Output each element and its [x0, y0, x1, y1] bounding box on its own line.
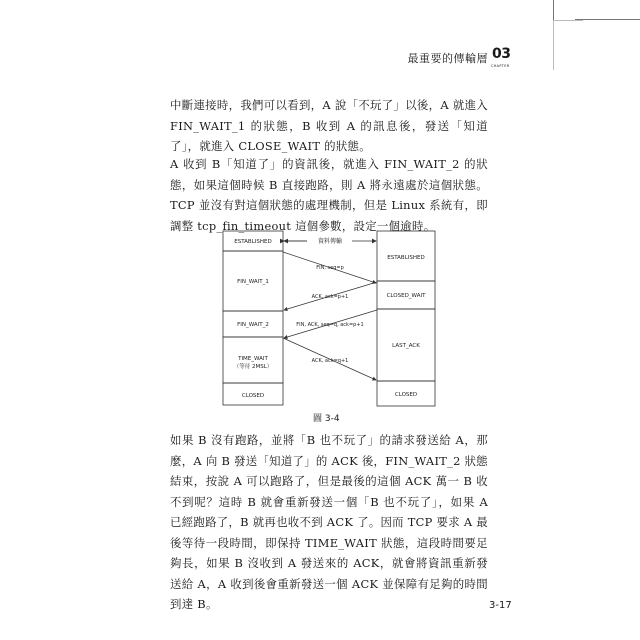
corner-rule-vertical-light: [553, 20, 554, 70]
label-last-ack: LAST_ACK: [392, 343, 420, 349]
label-closed-wait: CLOSED_WAIT: [386, 293, 426, 299]
paragraph-3: 如果 B 沒有跑路，並將「B 也不玩了」的請求發送給 A，那麼，A 向 B 發送「知道了」的 ACK 後，FIN_WAIT_2 狀態結束，按說 A 可以跑路了，但是最後的這個 ACK 萬一 B 收不到呢？這時 B 就會重新發送一個「B 也不玩了」，如果 A 已經跑路了，B 就再也收不到 ACK 了。因而 TCP 要求 A 最後等待一段時間，即保持 TIME_WAIT 狀態，這段時間要足夠長，如果 B 沒收到 A 發送來的 ACK，就會將資訊重新發送給 A，A 收到後會重新發送一個 ACK 並保障有足夠的時間到達 B。: [170, 433, 488, 611]
figure-caption: 圖 3-4: [313, 414, 340, 424]
label-data-transfer: 資料傳輸: [317, 238, 343, 245]
label-fin-seq-p: FIN, seq=p: [316, 265, 344, 271]
label-ack-q1: ACK, ack=q+1: [311, 358, 349, 364]
label-wait-2msl: （等待 2MSL）: [233, 364, 273, 370]
corner-rule-horizontal-light: [553, 20, 583, 21]
chapter-number: 03: [492, 46, 511, 62]
label-time-wait: TIME_WAIT: [238, 356, 268, 362]
label-fin-wait-1: FIN_WAIT_1: [237, 279, 269, 285]
page-number: 3-17: [489, 600, 512, 611]
label-established-b: ESTABLISHED: [387, 255, 425, 261]
paragraph-1: 中斷連接時，我們可以看到，A 說「不玩了」以後，A 就進入 FIN_WAIT_1 的狀態，B 收到 A 的訊息後，發送「知道了」，就進入 CLOSE_WAIT 的狀態。: [170, 98, 488, 153]
left-state-column: [223, 231, 283, 405]
label-ack-p1: ACK, ack=p+1: [311, 294, 349, 300]
paragraph-2: A 收到 B「知道了」的資訊後，就進入 FIN_WAIT_2 的狀態，如果這個時候 B 直接跑路，則 A 將永遠處於這個狀態。TCP 並沒有對這個狀態的處理機制，但是 Linux 系統有，即調整 tcp_fin_timeout 這個參數，設定一個逾時。: [170, 157, 488, 233]
label-established-a: ESTABLISHED: [234, 239, 272, 245]
label-closed-b: CLOSED: [394, 392, 418, 398]
label-fin-ack-seq-q: FIN, ACK, seq=q, ack=p+1: [296, 322, 364, 328]
chapter-title: 最重要的傳輸層: [407, 52, 488, 65]
chapter-label: CHAPTER: [491, 64, 510, 68]
label-closed-a: CLOSED: [241, 393, 265, 399]
label-fin-wait-2: FIN_WAIT_2: [237, 322, 269, 328]
tcp-close-diagram: [222, 230, 438, 412]
corner-rule-horizontal: [575, 19, 640, 20]
